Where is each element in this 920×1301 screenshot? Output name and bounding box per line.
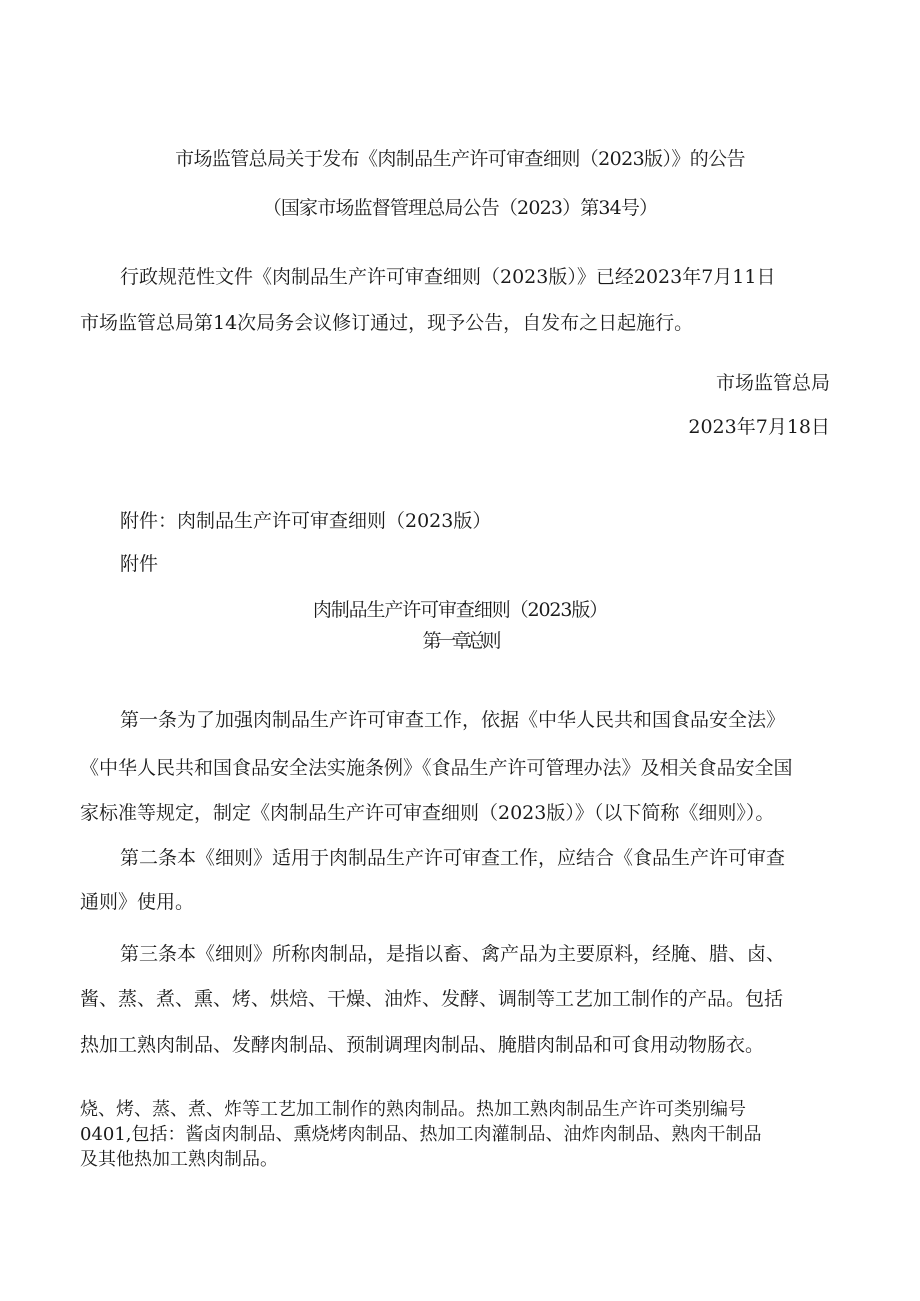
article-1-line-3: 家标准等规定，制定《肉制品生产许可审查细则（2023版）》（以下简称《细则》）。 bbox=[80, 802, 775, 824]
chapter-heading: 第一章总则 bbox=[422, 630, 498, 652]
excerpt-line-3: 及其他热加工熟肉制品。 bbox=[80, 1149, 278, 1170]
notice-title: 市场监管总局关于发布《肉制品生产许可审查细则（2023版）》的公告 bbox=[175, 148, 745, 170]
article-1-line-2: 《中华人民共和国食品安全法实施条例》《食品生产许可管理办法》及相关食品安全国 bbox=[80, 757, 793, 779]
excerpt-line-2: 0401,包括：酱卤肉制品、熏烧烤肉制品、热加工肉灌制品、油炸肉制品、熟肉干制品 bbox=[80, 1124, 762, 1145]
notice-subtitle: （国家市场监督管理总局公告（2023）第34号） bbox=[262, 197, 658, 219]
issue-date: 2023年7月18日 bbox=[688, 416, 830, 438]
article-3-line-3: 热加工熟肉制品、发酵肉制品、预制调理肉制品、腌腊肉制品和可食用动物肠衣。 bbox=[80, 1034, 765, 1056]
notice-body-line-2: 市场监管总局第14次局务会议修订通过，现予公告，自发布之日起施行。 bbox=[80, 312, 694, 334]
excerpt-line-1: 烧、烤、蒸、煮、炸等工艺加工制作的熟肉制品。热加工熟肉制品生产许可类别编号 bbox=[80, 1099, 746, 1120]
article-3-line-1: 第三条本《细则》所称肉制品，是指以畜、禽产品为主要原料，经腌、腊、卤、 bbox=[120, 943, 786, 965]
attachment-label: 附件 bbox=[120, 553, 159, 575]
attachment-reference: 附件：肉制品生产许可审查细则（2023版） bbox=[120, 510, 492, 532]
article-2-line-2: 通则》使用。 bbox=[80, 891, 195, 913]
article-3-line-2: 酱、蒸、煮、熏、烤、烘焙、干燥、油炸、发酵、调制等工艺加工制作的产品。包括 bbox=[80, 988, 784, 1010]
article-2-line-1: 第二条本《细则》适用于肉制品生产许可审查工作，应结合《食品生产许可审查 bbox=[120, 847, 786, 869]
issuer-name: 市场监管总局 bbox=[715, 372, 830, 394]
article-1-line-1: 第一条为了加强肉制品生产许可审查工作，依据《中华人民共和国食品安全法》 bbox=[120, 709, 786, 731]
document-title: 肉制品生产许可审查细则（2023版） bbox=[312, 599, 608, 621]
notice-body-line-1: 行政规范性文件《肉制品生产许可审查细则（2023版）》已经2023年7月11日 bbox=[120, 266, 776, 288]
